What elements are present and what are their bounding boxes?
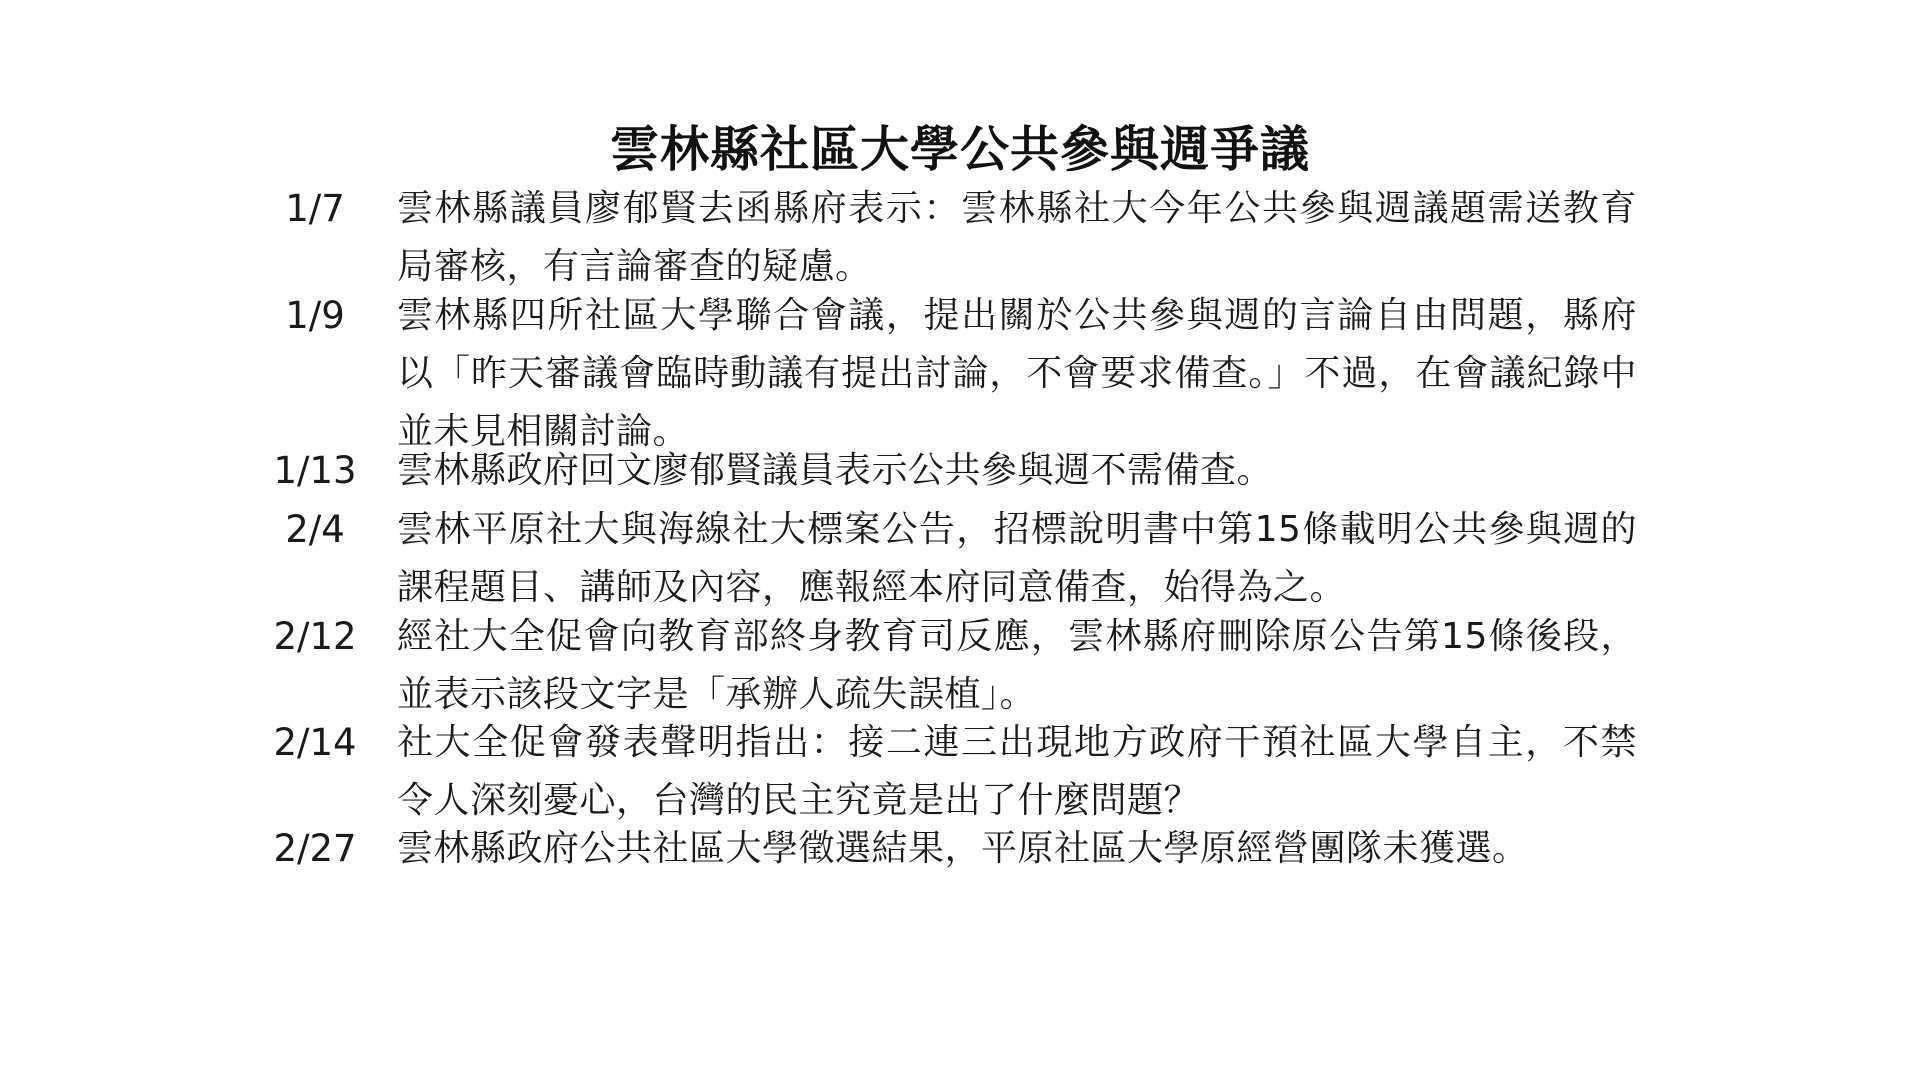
entry-text: 雲林縣政府回文廖郁賢議員表示公共參與週不需備查。: [397, 450, 1274, 491]
entry-date: 2/14: [273, 721, 357, 764]
entry-date: 1/7: [285, 187, 345, 230]
entry-text: 雲林縣四所社區大學聯合會議，提出關於公共參與週的言論自由問題，縣府以「昨天審議會臨時動議有提出討論，不會要求備查。」不過，在會議紀錄中並未見相關討論。: [397, 295, 1637, 452]
entry-text: 雲林縣議員廖郁賢去函縣府表示：雲林縣社大今年公共參與週議題需送教育局審核，有言論審查的疑慮。: [397, 188, 1637, 287]
entry-date: 1/9: [285, 294, 345, 337]
entry-text: 雲林平原社大與海線社大標案公告，招標說明書中第15條載明公共參與週的課程題目、講師及內容，應報經本府同意備查，始得為之。: [397, 509, 1637, 608]
entry-date: 2/4: [285, 508, 345, 551]
entry-date: 2/12: [273, 615, 357, 658]
entry-text: 雲林縣政府公共社區大學徵選結果，平原社區大學原經營團隊未獲選。: [397, 828, 1529, 869]
entry-text: 經社大全促會向教育部終身教育司反應，雲林縣府刪除原公告第15條後段，並表示該段文字是「承辦人疏失誤植」。: [397, 616, 1637, 715]
entry-date: 2/27: [273, 827, 357, 870]
entry-text: 社大全促會發表聲明指出：接二連三出現地方政府干預社區大學自主，不禁令人深刻憂心，台灣的民主究竟是出了什麼問題？: [397, 722, 1637, 821]
entry-date: 1/13: [273, 449, 357, 492]
page-title: 雲林縣社區大學公共參與週爭議: [609, 120, 1310, 178]
